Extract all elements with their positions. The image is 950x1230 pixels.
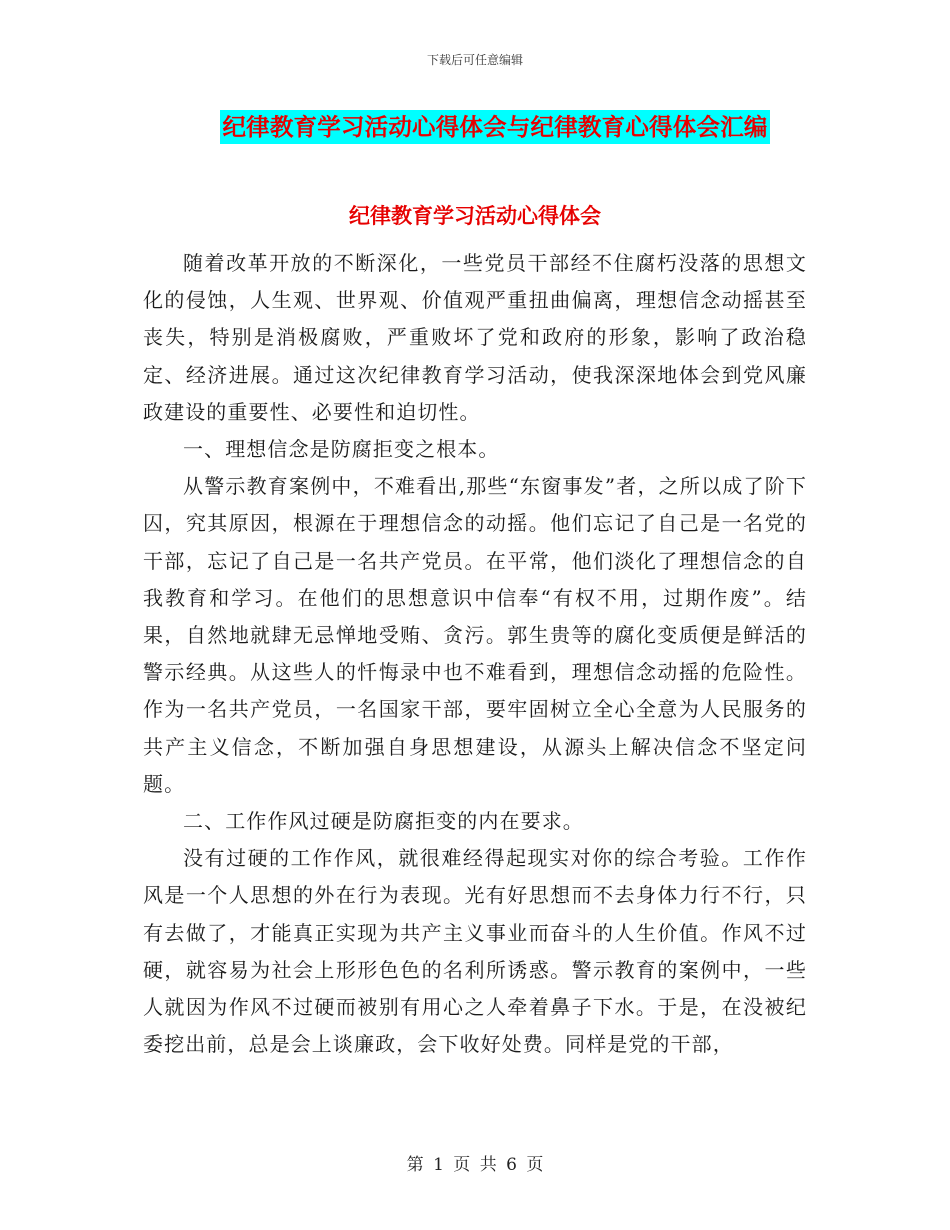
document-title-container	[0, 110, 950, 144]
page-footer-number: 第 1 页 共 6 页	[406, 1155, 544, 1175]
page-header-note: 下载后可任意编辑	[426, 53, 523, 67]
document-title: 纪律教育学习活动心得体会与纪律教育心得体会汇编	[220, 110, 769, 144]
heading-point-two: 二、工作作风过硬是防腐拒变的内在要求。	[183, 809, 584, 834]
paragraph-point-two: 没有过硬的工作作风，就很难经得起现实对你的综合考验。工作作风是一个人思想的外在行为表现。光有好思想而不去身体力行不行，只有去做了，才能真正实现为共产主义事业而奋斗的人生价值。作风不过硬，就容易为社会上形形色色的名利所诱惑。警示教育的案例中，一些人就因为作风不过硬而被别有用心之人牵着鼻子下水。于是，在没被纪委挖出前，总是会上谈廉政，会下收好处费。同样是党的干部，	[143, 846, 807, 1057]
document-body	[143, 245, 807, 1063]
paragraph-point-one: 从警示教育案例中，不难看出,那些“东窗事发”者，之所以成了阶下囚，究其原因，根源在于理想信念的动摇。他们忘记了自己是一名党的干部，忘记了自己是一名共产党员。在平常，他们淡化了理想信念的自我教育和学习。在他们的思想意识中信奉“有权不用，过期作废”。结果，自然地就肆无忌惮地受贿、贪污。郭生贵等的腐化变质便是鲜活的警示经典。从这些人的忏悔录中也不难看到，理想信念动摇的危险性。作为一名共产党员，一名国家干部，要牢固树立全心全意为人民服务的共产主义信念，不断加强自身思想建设，从源头上解决信念不坚定问题。	[143, 474, 807, 796]
paragraph-intro: 随着改革开放的不断深化，一些党员干部经不住腐朽没落的思想文化的侵蚀，人生观、世界观、价值观严重扭曲偏离，理想信念动摇甚至丧失，特别是消极腐败，严重败坏了党和政府的形象，影响了政治稳定、经济进展。通过这次纪律教育学习活动，使我深深地体会到党风廉政建设的重要性、必要性和迫切性。	[143, 251, 807, 424]
heading-point-one: 一、理想信念是防腐拒变之根本。	[183, 437, 500, 462]
section-title: 纪律教育学习活动心得体会	[349, 204, 601, 228]
